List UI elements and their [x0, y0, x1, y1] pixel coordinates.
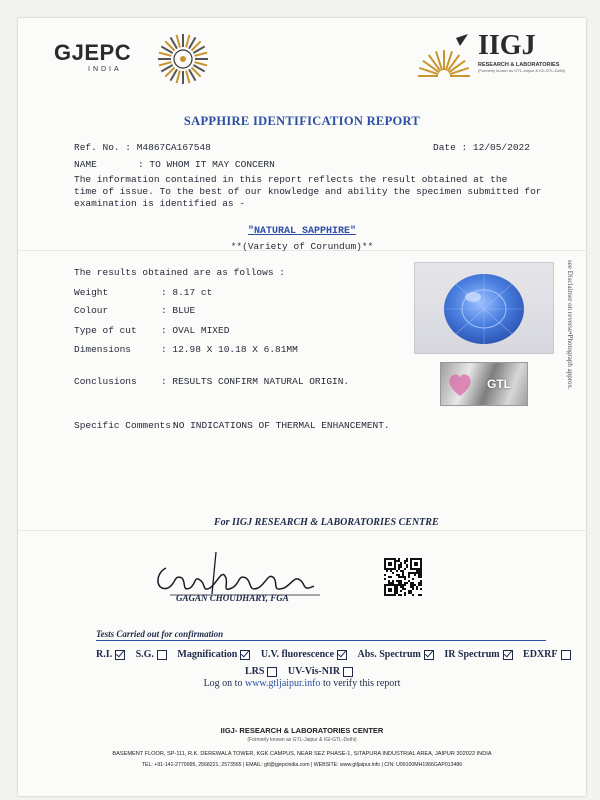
- test-ri: R.I.: [96, 649, 125, 660]
- test-lrs: LRS: [245, 666, 277, 677]
- test-uv-vis-nir: UV-Vis-NIR: [288, 666, 353, 677]
- test-magnification: Magnification: [177, 649, 250, 660]
- variety-line: **(Variety of Corundum)**: [230, 241, 374, 252]
- colour-value: : BLUE: [161, 305, 196, 316]
- footer-address: BASEMENT FLOOR, SP-111, R.K. DEREWALA TOWER, KGK CAMPUS, NEAR SEZ PHASE-1, SITAPURA INDUSTRIAL AREA, JAIPUR 302022 INDIA: [112, 751, 492, 757]
- report-title: SAPPHIRE IDENTIFICATION REPORT: [183, 114, 421, 128]
- checkbox-checked-icon: [503, 650, 513, 660]
- footer-contact: TEL: +91-141-2770995, 2568221, 2573565 | EMAIL: gtl@gjepcindia.com | WEBSITE: www.gtljaipur.info | CIN: U99100MH1966GAP013486: [141, 762, 463, 768]
- comments-value: NO INDICATIONS OF THERMAL ENHANCEMENT.: [173, 420, 390, 431]
- test-uv-fluorescence: U.V. fluorescence: [261, 649, 347, 660]
- gjepc-logo-sub: INDIA: [88, 66, 122, 73]
- results-intro: The results obtained are as follows :: [74, 267, 285, 278]
- date-value: 12/05/2022: [472, 142, 530, 153]
- footer-org: IIGJ- RESEARCH & LABORATORIES CENTER: [220, 726, 384, 735]
- side-note: [564, 260, 574, 450]
- checkbox-empty-icon: [157, 650, 167, 660]
- certificate-paper: [18, 18, 586, 796]
- date-label: Date :: [433, 142, 468, 153]
- conclusions-label: Conclusions: [74, 376, 137, 387]
- dimensions-value: : 12.98 X 10.18 X 6.81MM: [161, 344, 298, 355]
- hologram-text: GTL: [487, 377, 511, 391]
- intro-line: The information contained in this report reflects the result obtained at the: [74, 174, 508, 185]
- dimensions-label: Dimensions: [74, 344, 132, 355]
- gem-photo: [414, 262, 554, 354]
- test-edxrf: EDXRF: [523, 649, 570, 660]
- tests-row-2: [18, 661, 586, 679]
- iigj-logo-sub2: (Formerly known as GTL-Jaipur & IGI-GTL-Delhi): [478, 68, 566, 73]
- tests-title: Tests Carried out for confirmation: [96, 629, 224, 639]
- checkbox-checked-icon: [240, 650, 250, 660]
- iigj-emblem-icon: [416, 32, 472, 80]
- name-label: NAME: [74, 159, 97, 170]
- hologram-sticker: [440, 362, 528, 406]
- comments-label: Specific Comments:: [74, 420, 177, 431]
- cut-value: : OVAL MIXED: [161, 325, 230, 336]
- checkbox-checked-icon: [115, 650, 125, 660]
- verify-prefix: Log on to: [203, 678, 243, 689]
- iigj-logo: [478, 30, 565, 73]
- verify-line: [18, 678, 586, 689]
- hologram-heart-icon: [445, 369, 475, 399]
- weight-value: : 8.17 ct: [161, 287, 213, 298]
- test-abs-spectrum: Abs. Spectrum: [358, 649, 434, 660]
- gjepc-emblem-icon: [156, 32, 210, 86]
- checkbox-empty-icon: [343, 667, 353, 677]
- tests-divider: [96, 640, 546, 641]
- weight-label: Weight: [74, 287, 109, 298]
- verify-link[interactable]: www.gtljaipur.info: [244, 678, 321, 689]
- conclusions-value: : RESULTS CONFIRM NATURAL ORIGIN.: [161, 376, 350, 387]
- cut-label: Type of cut: [74, 325, 137, 336]
- intro-paragraph: [74, 174, 574, 210]
- iigj-logo-sub: RESEARCH & LABORATORIES: [478, 62, 560, 68]
- intro-line: examination is identified as -: [74, 198, 246, 209]
- signatory-name: GAGAN CHOUDHARY, FGA: [176, 593, 289, 603]
- intro-line: time of issue. To the best of our knowledge and ability the specimen submitted for: [74, 186, 542, 197]
- test-ir-spectrum: IR Spectrum: [444, 649, 512, 660]
- checkbox-checked-icon: [424, 650, 434, 660]
- test-sg: S.G.: [136, 649, 167, 660]
- identification-name: "NATURAL SAPPHIRE": [247, 226, 357, 237]
- gjepc-logo-text: GJEPC: [54, 40, 132, 65]
- side-note-text: see Disclaimer on reverse•Photograph approx.: [566, 260, 574, 390]
- report-date: [433, 142, 530, 153]
- checkbox-checked-icon: [337, 650, 347, 660]
- verify-suffix: to verify this report: [322, 678, 401, 689]
- checkbox-empty-icon: [561, 650, 571, 660]
- tests-row-1: [96, 644, 577, 662]
- qr-code-icon: [384, 558, 422, 596]
- footer-org-sub: (Formerly known as GTL-Jaipur & IGI-GTL-Delhi): [247, 737, 357, 743]
- colour-label: Colour: [74, 305, 109, 316]
- for-line: For IIGJ RESEARCH & LABORATORIES CENTRE: [214, 517, 439, 528]
- gjepc-logo: [54, 40, 131, 73]
- iigj-logo-text: IIGJ: [478, 30, 536, 61]
- checkbox-empty-icon: [267, 667, 277, 677]
- sapphire-gem-icon: [415, 263, 553, 353]
- ref-label: Ref. No. :: [74, 142, 132, 153]
- ref-value: M4867CA167548: [136, 142, 211, 153]
- name-value: : TO WHOM IT MAY CONCERN: [138, 159, 275, 170]
- ref-number: [74, 142, 211, 153]
